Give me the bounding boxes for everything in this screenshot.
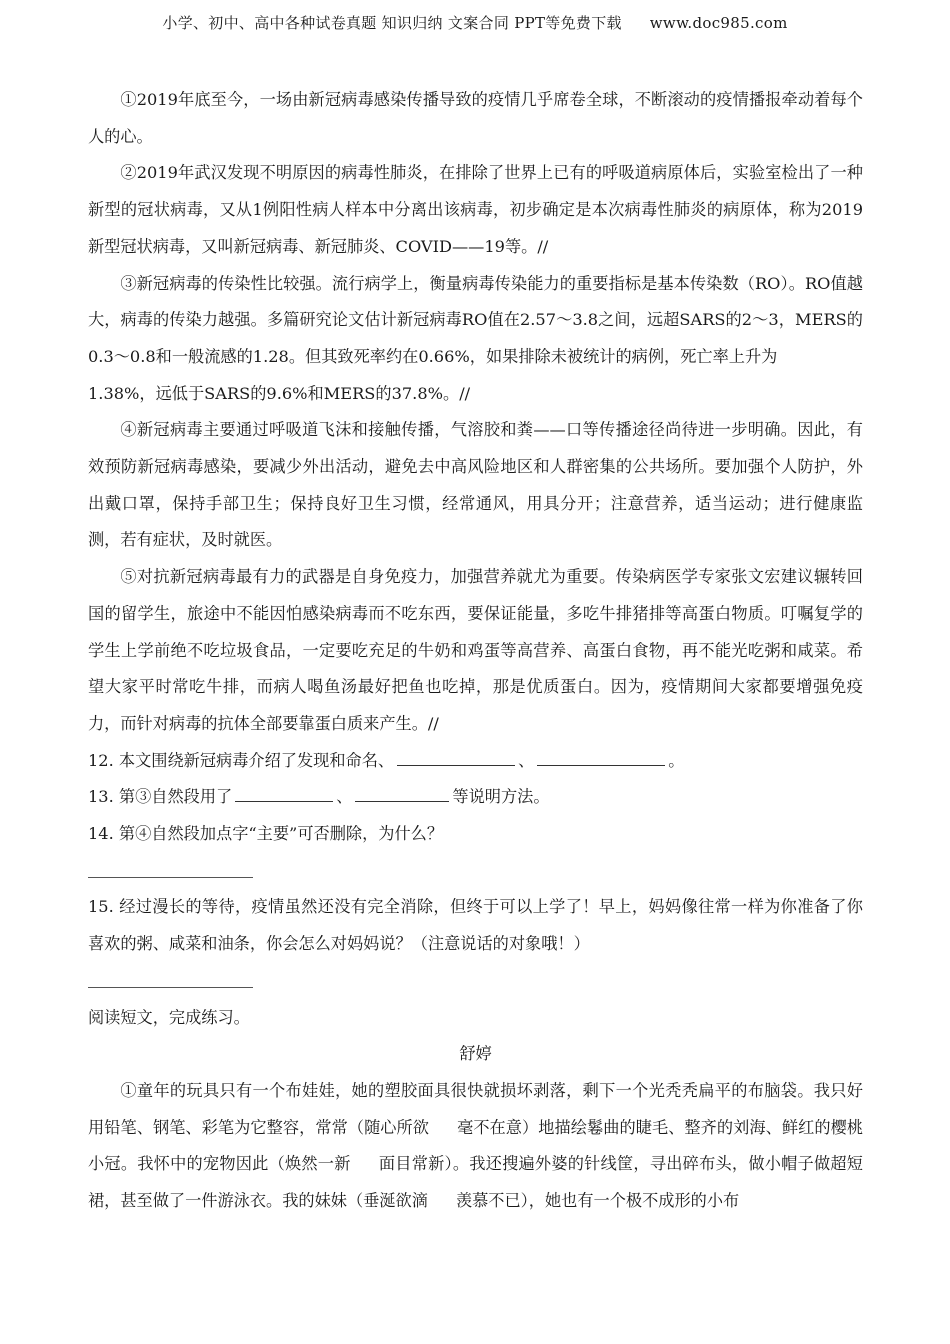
question-13-text: 13. 第③自然段用了	[88, 787, 233, 807]
passage-paragraph-3-continued: 1.38%，远低于SARS的9.6%和MERS的37.8%。//	[88, 383, 471, 403]
question-15: 15. 经过漫长的等待，疫情虽然还没有完全消除，但终于可以上学了！早上，妈妈像往常一样为你准备了你喜欢的粥、咸菜和油条，你会怎么对妈妈说？（注意说话的对象哦！）	[88, 897, 863, 954]
answer-rule-14	[88, 877, 253, 878]
reading-paragraph-1-part-d: 羡慕不已），她也有一个极不成形的小布	[455, 1191, 740, 1211]
page-header	[0, 12, 950, 33]
answer-blank-12-2[interactable]	[537, 749, 665, 766]
question-13-separator: 、	[336, 787, 353, 807]
answer-line-15[interactable]	[88, 963, 863, 1000]
passage-paragraph-1: ①2019年底至今，一场由新冠病毒感染传播导致的疫情几乎席卷全球，不断滚动的疫情播报牵动着每个人的心。	[88, 90, 863, 146]
question-12-separator: 、	[518, 750, 535, 770]
question-14: 14. 第④自然段加点字“主要”可否删除，为什么？	[88, 824, 444, 844]
passage-paragraph-2: ②2019年武汉发现不明原因的病毒性肺炎，在排除了世界上已有的呼吸道病原体后，实验室检出了一种新型的冠状病毒，又从1例阳性病人样本中分离出该病毒，初步确定是本次病毒性肺炎的病原体，称为2019新型冠状病毒，又叫新冠病毒、新冠肺炎、COVID——19等。//	[88, 163, 863, 256]
passage-paragraph-5: ⑤对抗新冠病毒最有力的武器是自身免疫力，加强营养就尤为重要。传染病医学专家张文宏建议辗转回国的留学生，旅途中不能因怕感染病毒而不吃东西，要保证能量，多吃牛排猪排等高蛋白物质。叮嘱复学的学生上学前绝不吃垃圾食品，一定要吃充足的牛奶和鸡蛋等高营养、高蛋白食物，再不能光吃粥和咸菜。希望大家平时常吃牛排，而病人喝鱼汤最好把鱼也吃掉，那是优质蛋白。因为，疫情期间大家都要增强免疫力，而针对病毒的抗体全部要靠蛋白质来产生。//	[88, 567, 863, 733]
reading-paragraph-1	[88, 1073, 863, 1220]
question-13-end: 等说明方法。	[452, 787, 550, 807]
document-body	[88, 82, 863, 1220]
reading-title: 舒婷	[459, 1044, 492, 1064]
answer-blank-12-1[interactable]	[397, 749, 515, 766]
reading-paragraph-1-part-c: 面目常新）。我还搜遍外婆的针线筐，寻出碎布头，做小帽子做超短裙，甚至做了一件游泳衣。我的妹妹（垂涎欲滴	[88, 1154, 863, 1211]
question-13	[88, 779, 863, 816]
answer-line-14[interactable]	[88, 853, 863, 890]
question-12-end: 。	[668, 750, 685, 770]
passage-paragraph-3: ③新冠病毒的传染性比较强。流行病学上，衡量病毒传染能力的重要指标是基本传染数（RO）。RO值越大，病毒的传染力越强。多篇研究论文估计新冠病毒RO值在2.57～3.8之间，远超SARS的2～3，MERS的0.3～0.8和一般流感的1.28。但其致死率约在0.66%，如果排除未被统计的病例，死亡率上升为	[88, 273, 863, 366]
passage-paragraph-4: ④新冠病毒主要通过呼吸道飞沫和接触传播，气溶胶和粪——口等传播途径尚待进一步明确。因此，有效预防新冠病毒感染，要减少外出活动，避免去中高风险地区和人群密集的公共场所。要加强个人防护，外出戴口罩，保持手部卫生；保持良好卫生习惯，经常通风，用具分开；注意营养，适当运动；进行健康监测，若有症状，及时就医。	[88, 420, 863, 550]
reading-paragraph-1-part-a: ①童年的玩具只有一个布娃娃，她的塑胶面具很快就损坏剥落，剩下一个光秃秃扁平的布脑袋。我只好用铅笔、钢笔、彩笔为它整容，常常（随心所欲	[88, 1080, 863, 1137]
header-site-link[interactable]: www.doc985.com	[649, 14, 788, 32]
reading-instruction: 阅读短文，完成练习。	[88, 1007, 250, 1027]
answer-blank-13-1[interactable]	[235, 785, 333, 802]
question-12	[88, 743, 863, 780]
header-text: 小学、初中、高中各种试卷真题 知识归纳 文案合同 PPT等免费下载	[162, 14, 622, 32]
answer-rule-15	[88, 987, 253, 988]
answer-blank-13-2[interactable]	[355, 785, 449, 802]
reading-paragraph-1-part-b: 毫不在意）地描绘鬈曲的睫毛、整齐的刘海、鲜红的樱桃小冠。我怀中的宠物因此（焕然一新	[88, 1117, 864, 1174]
question-12-text: 12. 本文围绕新冠病毒介绍了发现和命名、	[88, 750, 395, 770]
